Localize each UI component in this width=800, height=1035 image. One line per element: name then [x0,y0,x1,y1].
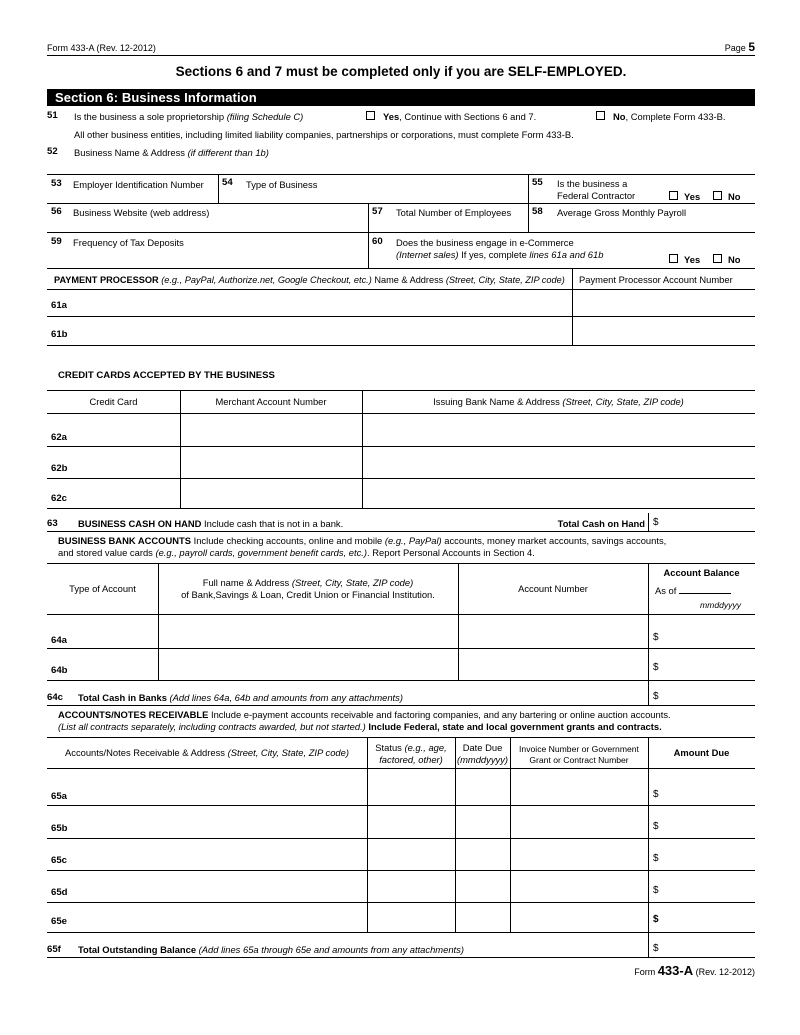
line-64c-currency-symbol: $ [653,691,659,702]
line-64a-name-input[interactable] [164,618,454,645]
line-65e-currency-symbol: $ [653,914,659,925]
line-57-input[interactable] [396,219,521,229]
line-62c-number: 62c [51,493,68,504]
line-60-yes-label: Yes [684,254,701,265]
bank-vrule-2 [458,563,459,680]
line-64b-currency-symbol: $ [653,662,659,673]
line-65a-amount-input[interactable] [662,787,752,802]
line-64b-type-input[interactable] [78,652,154,677]
pp-vrule [572,268,573,345]
bank-col-as-of: As of [655,584,731,597]
line-53-number: 53 [51,178,62,189]
line-60-number: 60 [372,236,383,247]
grid-vrule-59-60 [368,232,369,268]
line-53-input[interactable] [73,191,213,201]
line-63-number: 63 [47,518,58,529]
bank-col-account-balance: Account Balance [663,567,740,578]
cc-col-credit-card: Credit Card [89,396,138,407]
page-number: 5 [748,40,755,54]
line-54-input[interactable] [246,191,521,201]
cc-col-issuing-bank: Issuing Bank Name & Address (Street, City, State, ZIP code) [433,396,684,407]
line-65c-currency-symbol: $ [653,853,659,864]
line-60-no-checkbox[interactable] [713,254,722,263]
recv-col-status-line1: Status (e.g., age, [375,742,447,753]
line-65c-receivable-input[interactable] [78,842,363,868]
line-59-label: Frequency of Tax Deposits [73,237,184,248]
line-51-no-text: No, Complete Form 433-B. [613,111,726,122]
line-65a-date-due-input[interactable] [459,772,506,802]
line-63-currency-symbol: $ [653,517,659,528]
section-6-title: Section 6: Business Information [47,89,755,106]
line-65c-date-due-input[interactable] [459,842,506,868]
line-65d-receivable-input[interactable] [78,874,363,900]
page-footer [47,963,755,978]
receivable-heading-line1: ACCOUNTS/NOTES RECEIVABLE Include e-payment accounts receivable and factoring companies, and any bartering or online auction accounts. [58,709,671,720]
line-65f-label: Total Outstanding Balance (Add lines 65a through 65e and amounts from any attachments) [78,944,464,955]
grid-vrule-55-58 [528,174,529,232]
recv-col-status-line2: factored, other) [379,754,443,765]
line-56-number: 56 [51,206,62,217]
line-64b-name-input[interactable] [164,652,454,677]
payment-processor-account-column-header: Payment Processor Account Number [579,274,733,285]
line-60-label-line1: Does the business engage in e-Commerce [396,237,574,248]
grid-rule-top [47,174,755,175]
page-label: Page [724,43,746,53]
line-58-input[interactable] [557,219,747,229]
recv-vrule-4 [648,737,649,957]
header-form-label: Form 433-A (Rev. 12-2012) [47,43,156,53]
line-65a-invoice-input[interactable] [514,772,644,802]
line-62c-merchant-input[interactable] [186,482,358,506]
header-page-indicator [725,40,755,54]
line-65d-currency-symbol: $ [653,885,659,896]
line-65e-amount-input[interactable] [662,912,752,927]
header-divider [47,55,755,56]
line-65e-date-due-input[interactable] [459,906,506,930]
line-65d-amount-input[interactable] [662,883,752,898]
line-65e-receivable-input[interactable] [78,906,363,930]
grid-rule-bottom [47,268,755,269]
pp-rule-header-bottom [47,289,755,290]
footer-form-number: 433-A [657,963,694,978]
line-55-label-line2: Federal Contractor [557,190,636,201]
bank-vrule-3 [648,563,649,705]
line-63-total-label: Total Cash on Hand [557,518,645,529]
line-55-no-checkbox[interactable] [713,191,722,200]
line-64c-label: Total Cash in Banks (Add lines 64a, 64b and amounts from any attachments) [78,692,403,703]
line-61a-account-input[interactable] [578,293,750,314]
line-61a-name-address-input[interactable] [80,293,565,314]
line-65c-number: 65c [51,855,68,866]
recv-vrule-1 [367,737,368,932]
payment-processor-heading: PAYMENT PROCESSOR (e.g., PayPal, Authorize.net, Google Checkout, etc.) Name & Address (Street, City, State, ZIP code) [54,275,565,285]
line-55-yes-checkbox[interactable] [669,191,678,200]
line-55-no-label: No [728,191,741,202]
bank-col-mmddyyyy: mmddyyyy [700,600,742,610]
line-65f-total-input[interactable] [662,941,752,956]
line-55-number: 55 [532,177,543,188]
recv-col-invoice-line1: Invoice Number or Government [519,744,639,754]
pp-rule-61b-bottom [47,345,755,346]
line-64b-balance-input[interactable] [662,660,752,675]
line-65e-status-input[interactable] [371,906,451,930]
line-51-no-checkbox[interactable] [596,111,605,120]
bank-col-account-number: Account Number [518,583,588,594]
bank-rule-64c-bottom [47,705,755,706]
line-56-input[interactable] [73,219,361,229]
line-65e-invoice-input[interactable] [514,906,644,930]
line-60-label-line2: (Internet sales) If yes, complete lines 61a and 61b [396,249,604,260]
pp-rule-61a-bottom [47,316,755,317]
page-header [47,40,755,54]
line-52-input[interactable] [74,160,754,172]
line-65a-status-input[interactable] [371,772,451,802]
line-64b-number: 64b [51,665,68,676]
recv-col-amount-due: Amount Due [673,747,730,758]
line-64c-total-input[interactable] [662,689,752,704]
line-64a-balance-input[interactable] [662,630,752,645]
line-61b-account-input[interactable] [578,320,750,343]
grid-vrule-56-57 [368,203,369,232]
bank-col-full-name-line1: Full name & Address (Street, City, State, ZIP code) [202,577,414,588]
line-52-label: Business Name & Address (if different than 1b) [74,147,269,158]
line-63-rule [47,531,755,532]
line-63-label: BUSINESS CASH ON HAND Include cash that is not in a bank. [78,518,344,529]
line-64a-currency-symbol: $ [653,632,659,643]
line-61a-number: 61a [51,300,68,311]
self-employed-banner: Sections 6 and 7 must be completed only if you are SELF-EMPLOYED. [175,64,627,79]
line-62c-bank-input[interactable] [368,482,750,506]
line-65c-amount-input[interactable] [662,851,752,866]
line-65f-currency-symbol: $ [653,943,659,954]
line-64b-account-number-input[interactable] [464,652,644,677]
line-64a-type-input[interactable] [78,618,154,645]
line-65c-invoice-input[interactable] [514,842,644,868]
line-62c-credit-card-input[interactable] [78,482,176,506]
line-65a-number: 65a [51,791,68,802]
recv-vrule-2 [455,737,456,932]
line-65b-number: 65b [51,823,68,834]
line-63-total-input[interactable] [662,515,752,530]
line-55-yes-label: Yes [684,191,701,202]
line-62a-credit-card-input[interactable] [78,417,176,443]
bank-col-full-name-line2: of Bank,Savings & Loan, Credit Union or Financial Institution. [181,589,435,600]
bank-col-type-of-account: Type of Account [69,583,136,594]
cc-col-merchant-account: Merchant Account Number [215,396,327,407]
line-62a-number: 62a [51,432,68,443]
line-51-note: All other business entities, including limited liability companies, partnerships or corporations, must complete Form 433-B. [74,129,574,140]
line-65b-amount-input[interactable] [662,819,752,834]
line-65f-number: 65f [47,944,61,955]
recv-col-date-due-format: (mmddyyyy) [456,754,509,765]
line-57-number: 57 [372,206,383,217]
recv-col-receivable: Accounts/Notes Receivable & Address (Street, City, State, ZIP code) [65,747,349,758]
grid-vrule-53-54 [218,174,219,203]
line-61b-name-address-input[interactable] [80,320,565,343]
cc-rule-62b-bottom [47,478,755,479]
grid-rule-2 [47,203,755,204]
line-65a-currency-symbol: $ [653,789,659,800]
line-65b-currency-symbol: $ [653,821,659,832]
cc-rule-62c-bottom [47,508,755,509]
line-51-yes-checkbox[interactable] [366,111,375,120]
line-64c-number: 64c [47,692,64,703]
line-62b-credit-card-input[interactable] [78,450,176,475]
credit-cards-heading: CREDIT CARDS ACCEPTED BY THE BUSINESS [58,370,275,381]
bank-accounts-heading-line2: and stored value cards (e.g., payroll cards, government benefit cards, etc.). Report Personal Accounts in Section 4. [58,547,535,558]
line-58-label: Average Gross Monthly Payroll [557,207,687,218]
bank-accounts-heading-line1: BUSINESS BANK ACCOUNTS Include checking accounts, online and mobile (e.g., PayPal) accounts, money market accounts, savings accounts, [58,535,667,546]
line-59-number: 59 [51,236,62,247]
cc-rule-header-bottom [47,413,755,414]
line-51-question: Is the business a sole proprietorship (filing Schedule C) [74,111,304,122]
recv-col-date-due: Date Due [462,742,503,753]
cc-rule-top [47,390,755,391]
line-61b-number: 61b [51,329,68,340]
line-51-number: 51 [47,110,58,121]
line-60-no-label: No [728,254,741,265]
line-56-label: Business Website (web address) [73,207,210,218]
line-57-label: Total Number of Employees [396,207,512,218]
line-65d-date-due-input[interactable] [459,874,506,900]
line-51-yes-text: Yes, Continue with Sections 6 and 7. [383,111,537,122]
receivable-heading-line2: (List all contracts separately, including contracts awarded, but not started.) Include Federal, state and local government grants and contracts. [58,721,662,732]
cc-rule-62a-bottom [47,446,755,447]
grid-rule-3 [47,232,755,233]
line-62b-number: 62b [51,463,68,474]
line-54-number: 54 [222,177,233,188]
recv-rule-65f-bottom [47,957,755,958]
line-64a-account-number-input[interactable] [464,618,644,645]
line-55-label-line1: Is the business a [557,178,628,189]
line-62b-merchant-input[interactable] [186,450,358,475]
line-65b-receivable-input[interactable] [78,809,363,835]
line-65a-receivable-input[interactable] [78,772,363,802]
line-65c-status-input[interactable] [371,842,451,868]
line-54-label: Type of Business [246,179,318,190]
line-65d-number: 65d [51,887,68,898]
line-53-label: Employer Identification Number [73,179,204,190]
line-65b-date-due-input[interactable] [459,809,506,835]
line-52-number: 52 [47,146,58,157]
line-60-yes-checkbox[interactable] [669,254,678,263]
line-65d-status-input[interactable] [371,874,451,900]
line-65e-number: 65e [51,916,68,927]
line-65b-invoice-input[interactable] [514,809,644,835]
line-65b-status-input[interactable] [371,809,451,835]
footer-form-word: Form [634,967,658,977]
line-58-number: 58 [532,206,543,217]
line-64a-number: 64a [51,635,68,646]
recv-col-invoice-line2: Grant or Contract Number [529,755,629,765]
line-62a-bank-input[interactable] [368,417,750,443]
line-65d-invoice-input[interactable] [514,874,644,900]
line-62a-merchant-input[interactable] [186,417,358,443]
line-59-input[interactable] [73,249,361,261]
as-of-date-input[interactable] [679,584,731,594]
recv-vrule-3 [510,737,511,932]
footer-revision: (Rev. 12-2012) [693,967,755,977]
line-62b-bank-input[interactable] [368,450,750,475]
line-63-vrule [648,513,649,531]
